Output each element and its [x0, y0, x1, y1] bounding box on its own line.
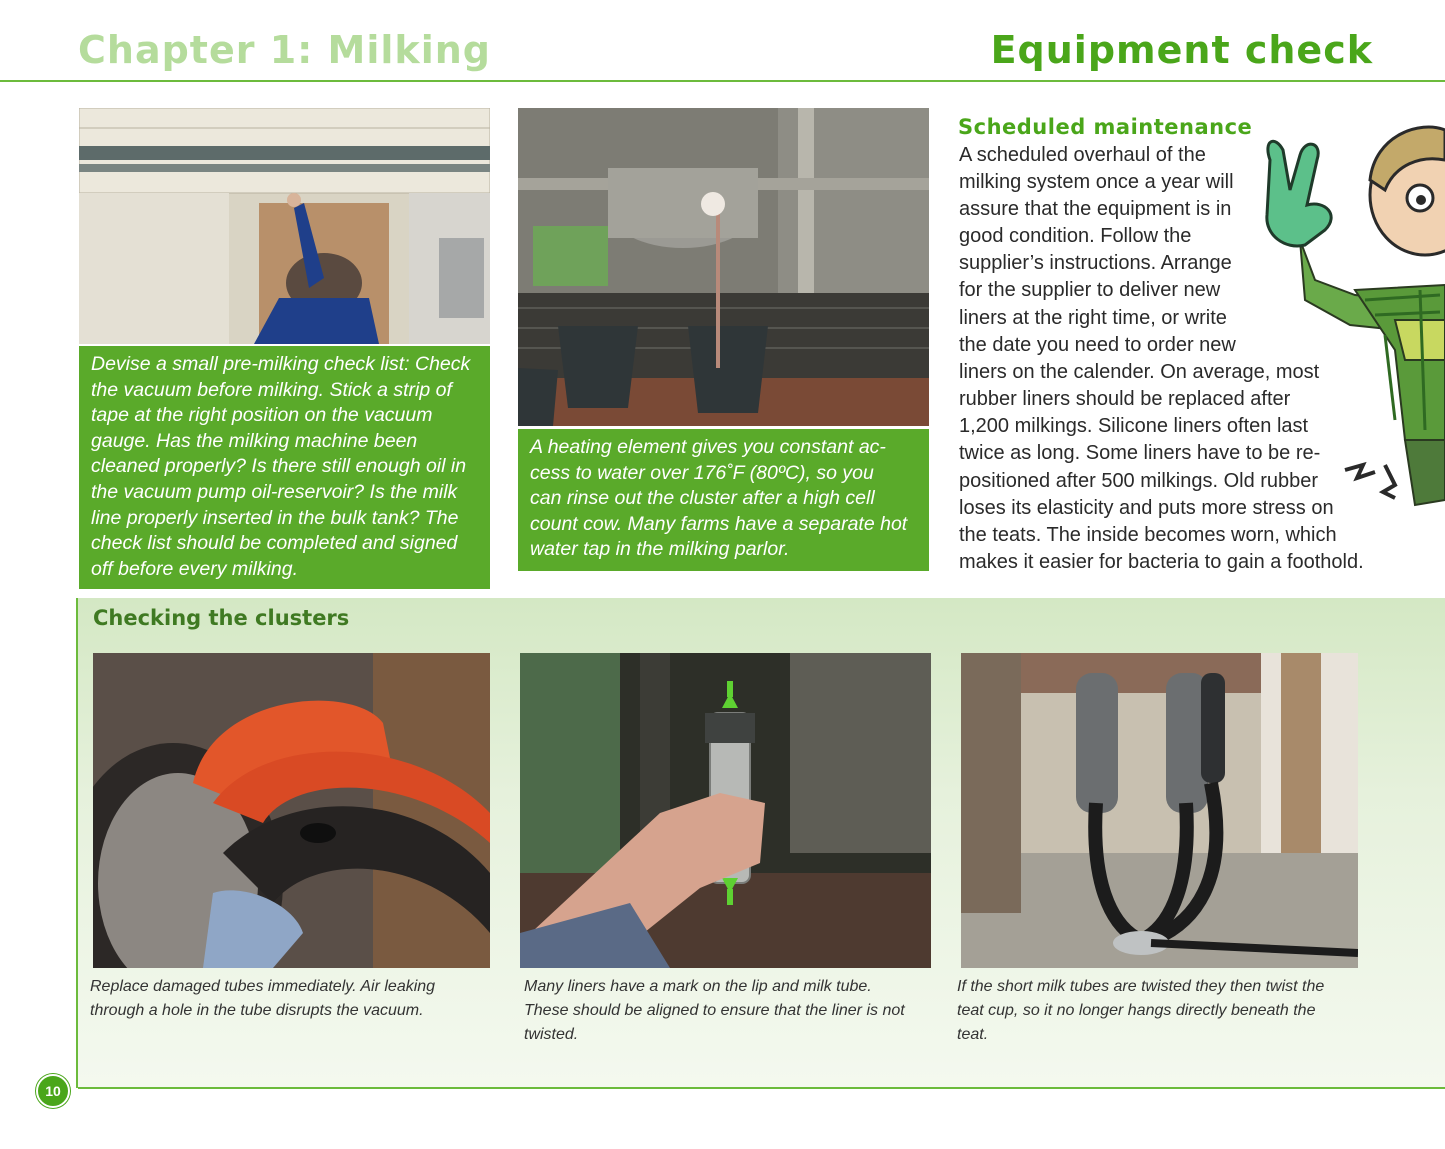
page-number-badge: 10: [36, 1074, 70, 1108]
caption-line: line properly inserted in the bulk tank? The: [91, 506, 459, 529]
caption-line: can rinse out the cluster after a high cell: [530, 487, 875, 510]
maintenance-line: 1,200 milkings. Silicone liners often last: [959, 415, 1309, 437]
maintenance-line: good condition. Follow the: [959, 225, 1192, 247]
maintenance-line: makes it easier for bacteria to gain a foothold.: [959, 551, 1364, 573]
photo-vacuum-gauge: [79, 108, 490, 344]
caption-line: teat cup, so it no longer hangs directly beneath the: [957, 1002, 1316, 1019]
caption-line: cleaned properly? Is there still enough oil in: [91, 455, 467, 478]
caption-line: twisted.: [524, 1026, 579, 1043]
caption-line: the vacuum pump oil-reservoir? Is the milk: [91, 480, 458, 503]
header-rule: [0, 80, 1445, 82]
maintenance-line: liners on the calender. On average, most: [959, 361, 1320, 383]
maintenance-line: loses its elasticity and puts more stress on: [959, 497, 1334, 519]
maintenance-heading: Scheduled maintenance: [958, 115, 1253, 139]
photo-heating-element: [518, 108, 929, 426]
cluster-caption: [90, 975, 500, 1023]
caption-line: tape at the right position on the vacuum: [91, 404, 433, 427]
clusters-heading: Checking the clusters: [93, 606, 350, 630]
caption-line: These should be aligned to ensure that the liner is not: [524, 1002, 905, 1019]
section-title: Equipment check: [990, 28, 1373, 72]
farmer-mascot-illustration: [1245, 120, 1445, 520]
cluster-caption: [957, 975, 1367, 1047]
maintenance-line: the teats. The inside becomes worn, which: [959, 524, 1337, 546]
caption-line: teat.: [957, 1026, 989, 1043]
caption-line: Devise a small pre-milking check list: Check: [91, 353, 471, 375]
caption-line: Replace damaged tubes immediately. Air leaking: [90, 978, 436, 995]
caption-line: gauge. Has the milking machine been: [91, 429, 418, 452]
maintenance-line: supplier’s instructions. Arrange: [959, 252, 1232, 274]
maintenance-line: for the supplier to deliver new: [959, 279, 1221, 301]
photo-twisted-tubes: [961, 653, 1358, 968]
maintenance-line: the date you need to order new: [959, 334, 1236, 356]
caption-line: Many liners have a mark on the lip and milk tube.: [524, 978, 872, 995]
clusters-divider: [76, 598, 78, 1088]
maintenance-line: twice as long. Some liners have to be re-: [959, 442, 1321, 464]
heating-caption: [518, 429, 929, 571]
caption-line: check list should be completed and signed: [91, 532, 458, 555]
caption-line: off before every milking.: [91, 557, 299, 580]
maintenance-line: liners at the right time, or write: [959, 307, 1227, 329]
chapter-title: Chapter 1: Milking: [78, 28, 491, 72]
caption-line: the vacuum before milking. Stick a strip of: [91, 378, 452, 401]
checklist-caption: [79, 346, 490, 589]
caption-line: count cow. Many farms have a separate hot: [530, 512, 908, 535]
maintenance-line: rubber liners should be replaced after: [959, 388, 1291, 410]
maintenance-line: A scheduled overhaul of the: [959, 144, 1206, 166]
caption-line: cess to water over 176˚F (80ºC), so you: [530, 461, 874, 484]
maintenance-line: milking system once a year will: [959, 171, 1234, 193]
maintenance-line: assure that the equipment is in: [959, 198, 1232, 220]
cluster-caption: [524, 975, 944, 1047]
maintenance-line: positioned after 500 milkings. Old rubber: [959, 470, 1319, 492]
photo-damaged-tubes: [93, 653, 490, 968]
caption-line: through a hole in the tube disrupts the vacuum.: [90, 1002, 424, 1019]
caption-line: If the short milk tubes are twisted they then twist the: [957, 978, 1325, 995]
caption-line: water tap in the milking parlor.: [530, 538, 790, 561]
photo-liner-alignment: [520, 653, 931, 968]
footer-rule: [78, 1087, 1445, 1089]
caption-line: A heating element gives you constant ac-: [530, 436, 886, 458]
